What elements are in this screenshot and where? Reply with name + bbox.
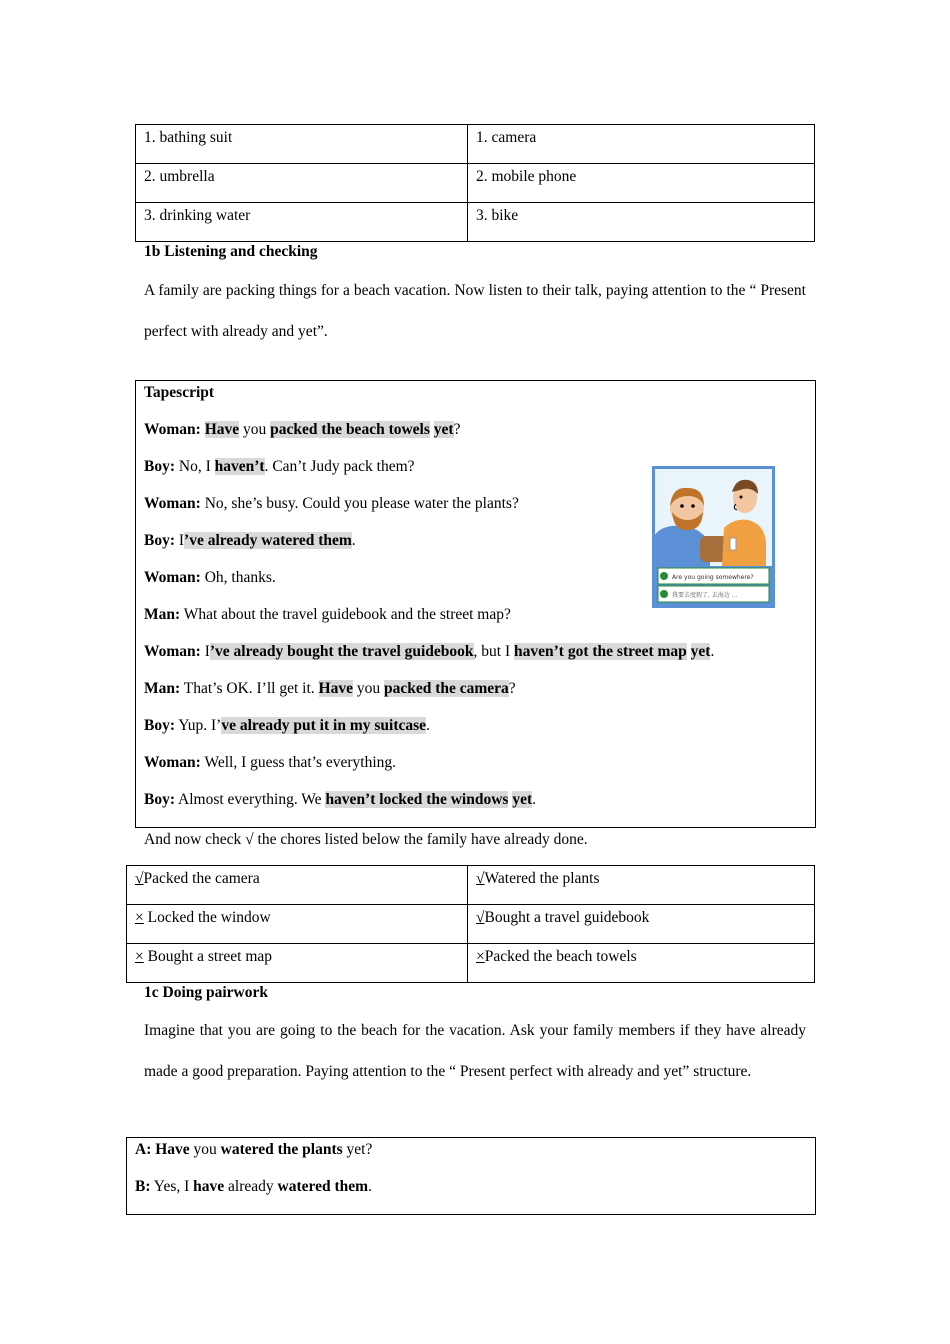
table-cell: 2. umbrella bbox=[136, 164, 468, 203]
cross-mark: × bbox=[476, 948, 485, 965]
table-row bbox=[136, 203, 815, 242]
check-mark: √ bbox=[135, 870, 144, 887]
dialogue-word: yet? bbox=[342, 1141, 373, 1158]
check-mark: √ bbox=[476, 870, 485, 887]
speaker-label: B: bbox=[135, 1178, 151, 1195]
line-text: ? bbox=[453, 421, 461, 438]
dialogue-line-b bbox=[135, 1178, 372, 1196]
highlighted-phrase: packed the beach towels bbox=[270, 421, 430, 438]
line-text: No, I bbox=[175, 458, 215, 475]
dialogue-word: you bbox=[189, 1141, 221, 1158]
dialogue-word: watered the plants bbox=[220, 1141, 343, 1158]
speaker-label: A: bbox=[135, 1141, 152, 1158]
highlighted-phrase: yet bbox=[690, 643, 711, 660]
section-1b-intro: A family are packing things for a beach vacation. Now listen to their talk, paying attention to the “ Present perfect with already and yet”. bbox=[144, 282, 806, 340]
highlighted-phrase: Have bbox=[318, 680, 353, 697]
tapescript-line bbox=[144, 458, 415, 476]
line-text: , but I bbox=[473, 643, 515, 660]
dialogue-word: Have bbox=[155, 1141, 190, 1158]
table-cell: 1. bathing suit bbox=[136, 125, 468, 164]
table-row bbox=[136, 164, 815, 203]
line-text: Almost everything. We bbox=[175, 791, 326, 808]
line-text: What about the travel guidebook and the street map? bbox=[180, 606, 511, 623]
tapescript-line bbox=[144, 643, 714, 661]
line-text: Yup. I’ bbox=[175, 717, 222, 734]
dialogue-line-a bbox=[135, 1141, 372, 1159]
table-cell: 3. bike bbox=[468, 203, 815, 242]
check-instruction: And now check √ the chores listed below the family have already done. bbox=[144, 831, 588, 848]
tapescript-line bbox=[144, 791, 536, 809]
line-text: . bbox=[532, 791, 536, 808]
speaker-label: Woman: bbox=[144, 421, 201, 438]
chore-cell bbox=[127, 944, 468, 983]
chore-cell bbox=[468, 905, 815, 944]
highlighted-phrase: ’ve already watered them bbox=[184, 532, 352, 549]
tapescript-line bbox=[144, 717, 430, 735]
speaker-label: Man: bbox=[144, 680, 181, 697]
caption-1: Are you going somewhere? bbox=[672, 574, 754, 581]
section-1c-intro: Imagine that you are going to the beach for the vacation. Ask your family members if they have already made a good preparation. Paying attention to the “ Present perfect with already and yet” structure. bbox=[144, 1022, 806, 1080]
cartoon-illustration bbox=[652, 466, 775, 608]
speaker-label: Boy: bbox=[144, 717, 175, 734]
section-1c-heading: 1c Doing pairwork bbox=[144, 984, 268, 1001]
table-row bbox=[127, 905, 815, 944]
line-text: . bbox=[710, 643, 715, 660]
tapescript-line bbox=[144, 606, 511, 624]
highlighted-phrase: haven’t bbox=[214, 458, 265, 475]
speaker-label: Boy: bbox=[144, 791, 175, 808]
tapescript-line bbox=[144, 680, 516, 698]
chore-text: Packed the camera bbox=[143, 870, 260, 887]
dialogue-word: watered them bbox=[277, 1178, 369, 1195]
highlighted-phrase: ’ve already bought the travel guidebook bbox=[209, 643, 474, 660]
chore-text: Locked the window bbox=[143, 909, 271, 926]
tapescript-line bbox=[144, 495, 519, 513]
table-cell: 3. drinking water bbox=[136, 203, 468, 242]
speaker-label: Woman: bbox=[144, 754, 201, 771]
chore-cell bbox=[468, 866, 815, 905]
table-row bbox=[127, 944, 815, 983]
line-text: Oh, thanks. bbox=[200, 569, 276, 586]
line-text: No, she’s busy. Could you please water the plants? bbox=[200, 495, 519, 512]
tapescript-line bbox=[144, 754, 396, 772]
chores-table bbox=[126, 865, 815, 983]
line-text: ? bbox=[508, 680, 516, 697]
dialogue-word: Yes, I bbox=[150, 1178, 194, 1195]
line-text: . bbox=[426, 717, 430, 734]
speaker-label: Boy: bbox=[144, 532, 175, 549]
speaker-label: Woman: bbox=[144, 495, 201, 512]
line-text: I bbox=[200, 643, 210, 660]
dialogue-word: already bbox=[224, 1178, 278, 1195]
chore-text: Watered the plants bbox=[484, 870, 600, 887]
tapescript-title: Tapescript bbox=[144, 384, 215, 401]
speaker-label: Man: bbox=[144, 606, 181, 623]
line-text: you bbox=[239, 421, 271, 438]
highlighted-phrase: yet bbox=[512, 791, 533, 808]
cross-mark: × bbox=[135, 948, 144, 965]
chore-text: Bought a street map bbox=[143, 948, 273, 965]
highlighted-phrase: haven’t locked the windows bbox=[325, 791, 509, 808]
table-row bbox=[136, 125, 815, 164]
highlighted-phrase: ve already put it in my suitcase bbox=[221, 717, 427, 734]
chore-cell bbox=[468, 944, 815, 983]
tapescript-line bbox=[144, 532, 356, 550]
check-mark: √ bbox=[476, 909, 485, 926]
section-1b-heading: 1b Listening and checking bbox=[144, 243, 318, 260]
table-cell: 2. mobile phone bbox=[468, 164, 815, 203]
line-text: you bbox=[352, 680, 384, 697]
line-text: Well, I guess that’s everything. bbox=[200, 754, 397, 771]
speaker-label: Woman: bbox=[144, 569, 201, 586]
dialogue-word: . bbox=[368, 1178, 372, 1195]
highlighted-phrase: haven’t got the street map bbox=[514, 643, 687, 660]
caption-2: 我要去度假了, 去海边 ... bbox=[672, 592, 738, 599]
chore-text: Packed the beach towels bbox=[484, 948, 637, 965]
table-row bbox=[127, 866, 815, 905]
highlighted-phrase: packed the camera bbox=[383, 680, 509, 697]
line-text: I bbox=[175, 532, 185, 549]
tapescript-line bbox=[144, 569, 276, 587]
highlighted-phrase: Have bbox=[204, 421, 240, 438]
table-cell: 1. camera bbox=[468, 125, 815, 164]
dialogue-word: have bbox=[193, 1178, 225, 1195]
items-table bbox=[135, 124, 815, 242]
chore-cell bbox=[127, 866, 468, 905]
speaker-label: Boy: bbox=[144, 458, 175, 475]
line-text: That’s OK. I’ll get it. bbox=[180, 680, 319, 697]
chore-text: Bought a travel guidebook bbox=[484, 909, 650, 926]
tapescript-line bbox=[144, 421, 460, 439]
speaker-label: Woman: bbox=[144, 643, 201, 660]
highlighted-phrase: yet bbox=[433, 421, 454, 438]
cartoon-image bbox=[652, 466, 775, 608]
cross-mark: × bbox=[135, 909, 144, 926]
line-text: . bbox=[351, 532, 356, 549]
chore-cell bbox=[127, 905, 468, 944]
line-text: . Can’t Judy pack them? bbox=[264, 458, 415, 475]
